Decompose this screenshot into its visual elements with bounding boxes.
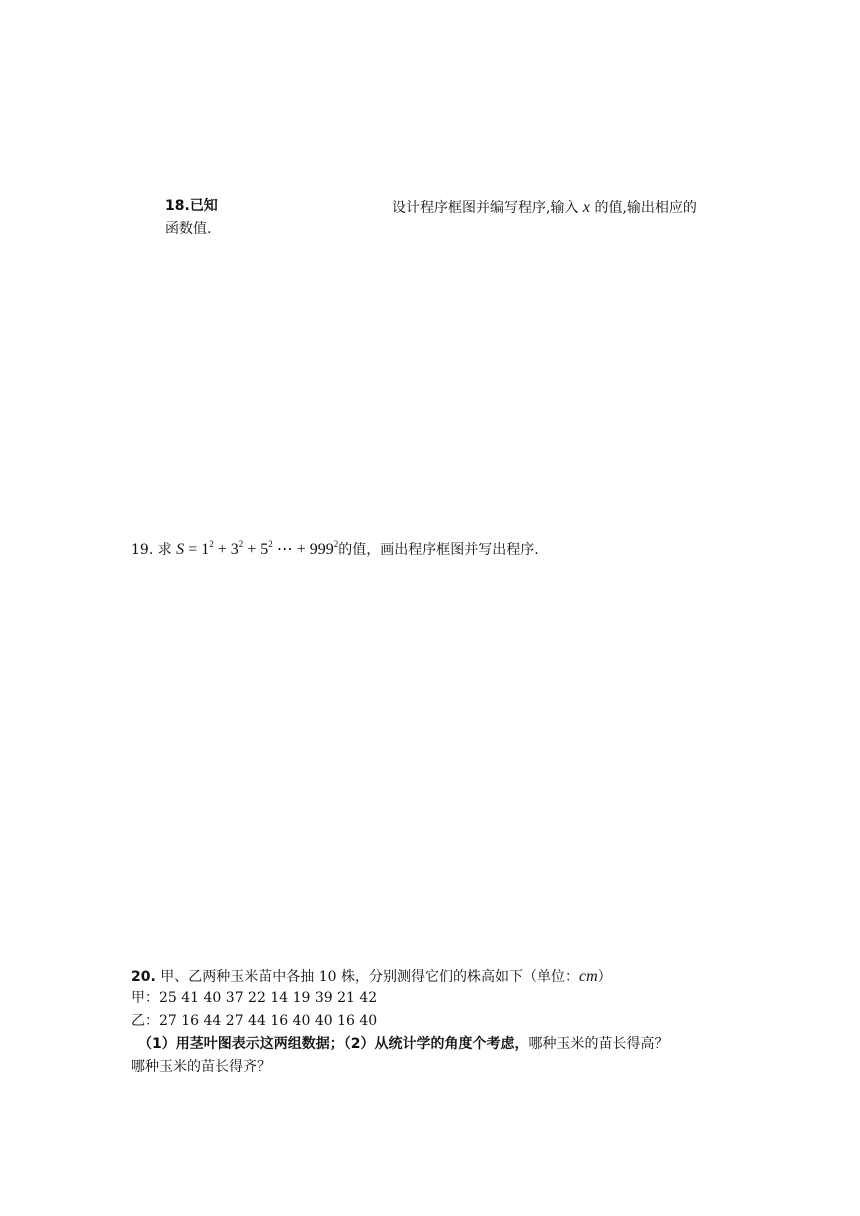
q18-text-b: 的值,输出相应的 — [594, 200, 697, 216]
q20-part-plain: 哪种玉米的苗长得高？ — [528, 1036, 669, 1052]
q18-label: 已知 — [189, 198, 218, 214]
q20-line1 — [131, 966, 612, 988]
q19-term-1: = 1 — [184, 541, 210, 558]
q19-exp-5: 2 — [268, 539, 273, 549]
q19-number: 19. — [131, 542, 154, 558]
q18-line1 — [165, 197, 218, 216]
q20-unit: cm — [578, 968, 598, 985]
q18-line1-right — [392, 197, 697, 219]
q18-var-x: x — [582, 199, 591, 216]
q19-exp-1: 2 — [209, 539, 214, 549]
q18-number: 18. — [165, 198, 190, 214]
q20-row-jia: 甲：25 41 40 37 22 14 19 39 21 42 — [131, 990, 378, 1006]
q18-text-a: 设计程序框图并编写程序,输入 — [392, 200, 579, 216]
q20-part-bold: （1）用茎叶图表示这两组数据；（2）从统计学的角度个考虑， — [138, 1036, 529, 1052]
q20-last-line: 哪种玉米的苗长得齐？ — [131, 1059, 271, 1075]
q20-intro-b: ） — [597, 969, 612, 985]
q20-row-yi: 乙：27 16 44 27 44 16 40 40 16 40 — [131, 1013, 378, 1029]
q19-prefix: 求 — [157, 542, 172, 558]
q19-var-s: S — [176, 541, 185, 558]
q19-term-5: + 5 — [243, 541, 269, 558]
q18-line2: 函数值. — [165, 221, 212, 237]
q20-intro-a: 甲、乙两种玉米苗中各抽 10 株，分别测得它们的株高如下（单位： — [160, 969, 579, 985]
q20-parts — [138, 1035, 668, 1054]
q19-line — [131, 538, 539, 561]
q19-exp-999: 2 — [333, 539, 339, 549]
q19-term-999: ⋯ + 999 — [272, 541, 334, 558]
q19-exp-3: 2 — [238, 539, 244, 549]
q19-formula — [176, 541, 338, 558]
q19-suffix: 的值，画出程序框图并写出程序. — [338, 542, 539, 558]
q19-term-3: + 3 — [213, 541, 239, 558]
q20-number: 20. — [131, 969, 156, 985]
